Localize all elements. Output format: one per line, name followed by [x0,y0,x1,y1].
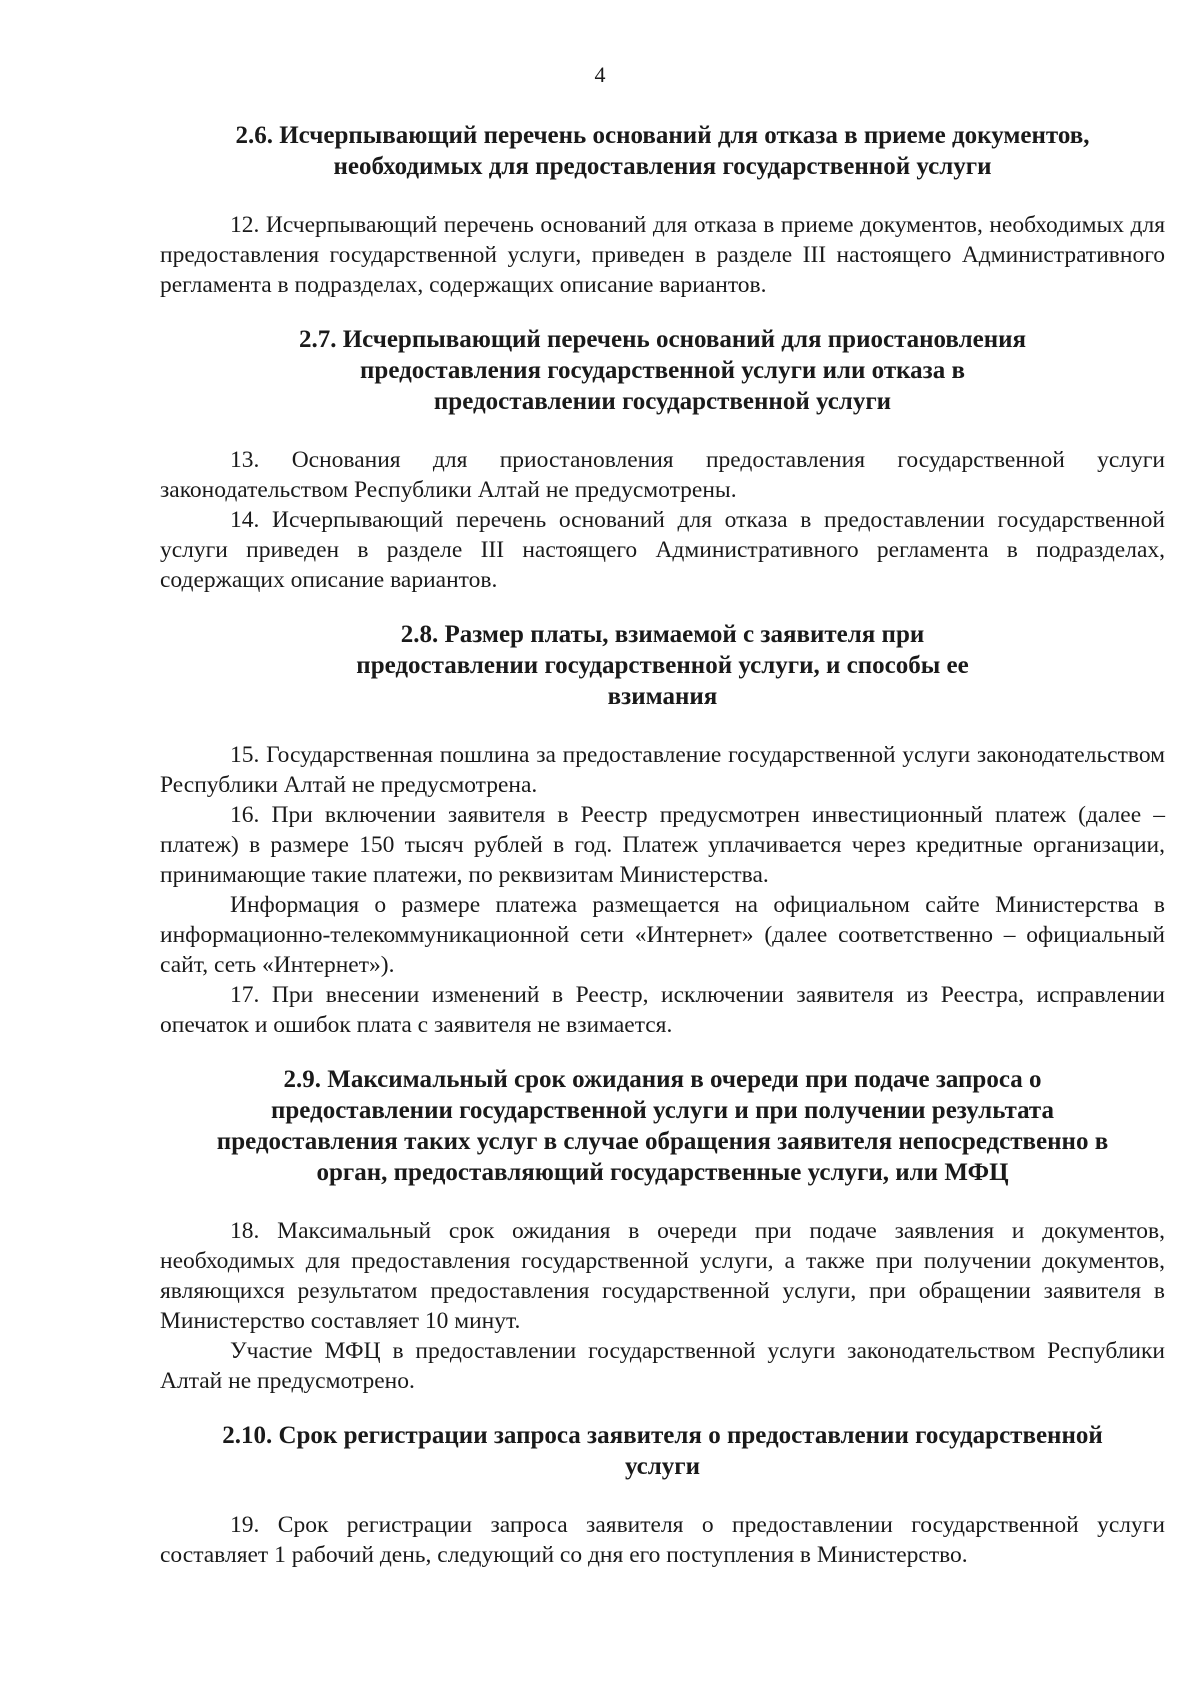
section-2-7 [160,324,1165,595]
paragraph: 18. Максимальный срок ожидания в очереди при подаче заявления и документов, необходимых для предоставления государственной услуги, а также при получении документов, являющихся результатом предоставления государственной услуги, при обращении заявителя в Министерство составляет 10 минут. [160,1218,1165,1334]
section-heading: 2.10. Срок регистрации запроса заявителя о предоставлении государственной услуги [222,1422,1103,1480]
section-2-10 [160,1420,1165,1570]
section-heading: 2.8. Размер платы, взимаемой с заявителя при предоставлении государственной услуги, и способы ее взимания [356,621,969,710]
paragraph: 19. Срок регистрации запроса заявителя о предоставлении государственной услуги составляет 1 рабочий день, следующий со дня его поступления в Министерство. [160,1512,1165,1568]
paragraph: Участие МФЦ в предоставлении государственной услуги законодательством Республики Алтай не предусмотрено. [160,1338,1165,1394]
section-2-9 [160,1064,1165,1396]
section-heading: 2.6. Исчерпывающий перечень оснований для отказа в приеме документов, необходимых для предоставления государственной услуги [235,122,1090,180]
paragraph: 15. Государственная пошлина за предоставление государственной услуги законодательством Республики Алтай не предусмотрена. [160,742,1165,798]
section-2-8 [160,619,1165,1040]
section-heading: 2.7. Исчерпывающий перечень оснований для приостановления предоставления государственной услуги или отказа в предоставлении государственной услуги [298,326,1027,415]
paragraph: 13. Основания для приостановления предоставления государственной услуги законодательством Республики Алтай не предусмотрены. [160,447,1165,503]
paragraph: 16. При включении заявителя в Реестр предусмотрен инвестиционный платеж (далее – платеж) в размере 150 тысяч рублей в год. Платеж уплачивается через кредитные организации, принимающие такие платежи, по реквизитам Министерства. [160,802,1165,888]
section-heading: 2.9. Максимальный срок ожидания в очереди при подаче запроса о предоставлении государственной услуги и при получении результата предоставления таких услуг в случае обращения заявителя непосредственно в орган, предоставляющий государственные услуги, или МФЦ [216,1066,1109,1186]
paragraph: 12. Исчерпывающий перечень оснований для отказа в приеме документов, необходимых для предоставления государственной услуги, приведен в разделе III настоящего Административного регламента в подразделах, содержащих описание вариантов. [160,212,1165,298]
page-number: 4 [594,62,606,87]
paragraph: 14. Исчерпывающий перечень оснований для отказа в предоставлении государственной услуги приведен в разделе III настоящего Административного регламента в подразделах, содержащих описание вариантов. [160,507,1165,593]
document-body [160,120,1165,1570]
paragraph: Информация о размере платежа размещается на официальном сайте Министерства в информационно-телекоммуникационной сети «Интернет» (далее соответственно – официальный сайт, сеть «Интернет»). [160,892,1165,978]
section-2-6 [160,120,1165,300]
paragraph: 17. При внесении изменений в Реестр, исключении заявителя из Реестра, исправлении опечаток и ошибок плата с заявителя не взимается. [160,982,1165,1038]
